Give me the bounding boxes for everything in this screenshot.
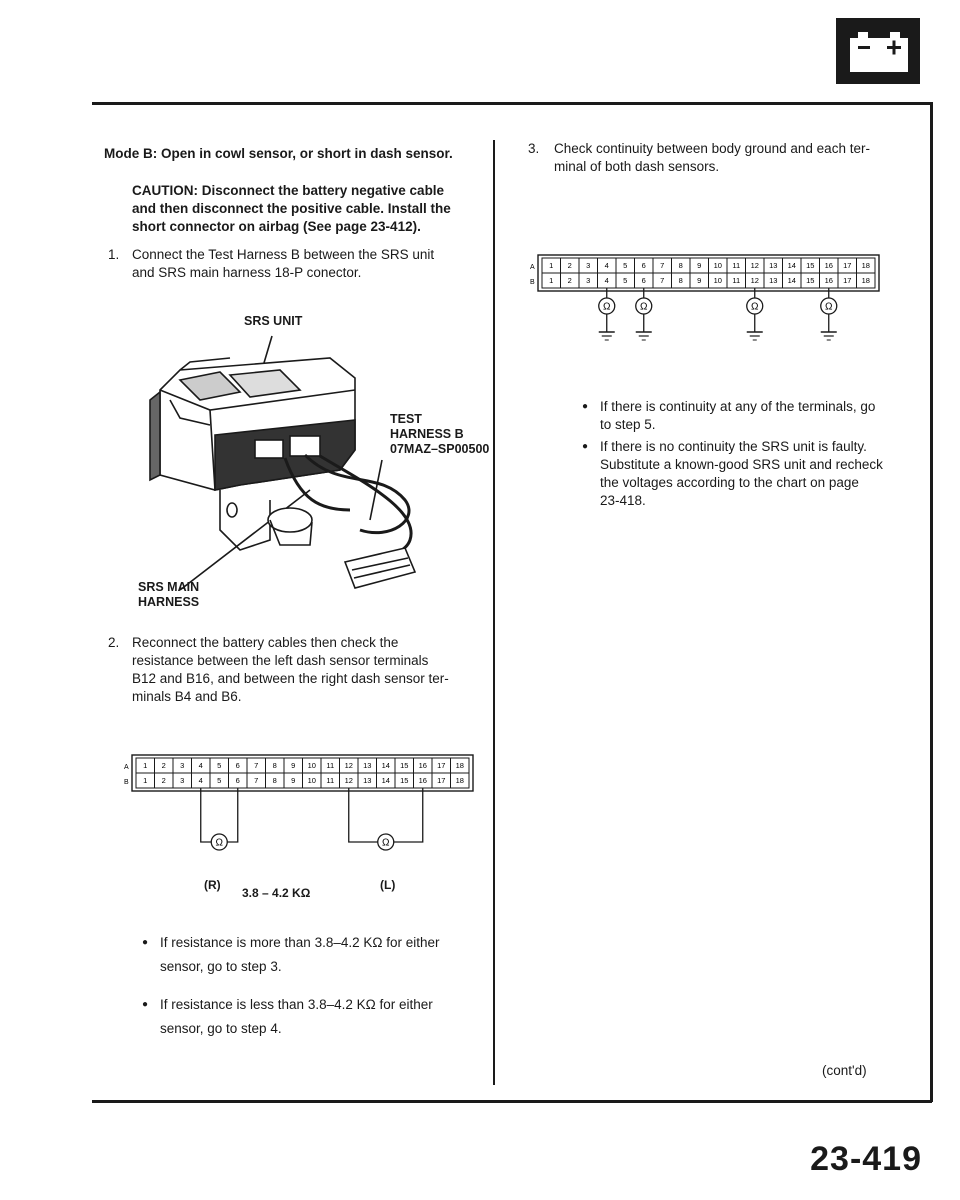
ohm-glyph: Ω <box>640 301 648 313</box>
pin-number: 10 <box>713 261 722 270</box>
pin-number: 3 <box>586 261 591 270</box>
step2-line: Reconnect the battery cables then check the <box>132 635 399 650</box>
step3-text <box>554 140 914 176</box>
caution-line: CAUTION: Disconnect the battery negative cable <box>132 183 445 198</box>
ohm-glyph: Ω <box>751 301 759 313</box>
bullet-line: ● If resistance is more than 3.8–4.2 KΩ for either <box>160 935 440 950</box>
column-divider <box>493 140 495 1085</box>
step2-number: 2. <box>108 635 120 650</box>
pin-number: 1 <box>143 761 148 770</box>
pin-number: 18 <box>455 761 464 770</box>
pin-number: 7 <box>254 776 259 785</box>
pin-number: 7 <box>660 276 665 285</box>
pin-number: 10 <box>307 761 316 770</box>
caution-line: and then disconnect the positive cable. Install the <box>132 201 451 216</box>
pin-number: 5 <box>217 776 222 785</box>
pin-number: 2 <box>161 776 166 785</box>
pin-number: 5 <box>623 276 628 285</box>
pin-number: 13 <box>769 276 778 285</box>
bullet-item <box>160 996 433 1038</box>
pin-number: 17 <box>843 276 852 285</box>
bullet-item <box>600 438 883 510</box>
label-left-sensor: (L) <box>380 878 396 892</box>
caution-line: short connector on airbag (See page 23-412). <box>132 219 421 234</box>
step3-line: minal of both dash sensors. <box>554 159 720 174</box>
pin-number: 9 <box>697 276 702 285</box>
pin-number: 11 <box>732 276 741 285</box>
pin-number: 2 <box>161 761 166 770</box>
pin-number: 17 <box>437 776 446 785</box>
step2-line: resistance between the left dash sensor terminals <box>132 653 429 668</box>
pin-number: 6 <box>641 276 646 285</box>
pin-number: 12 <box>344 776 353 785</box>
ohm-glyph: Ω <box>382 837 390 849</box>
bullet-line: Substitute a known-good SRS unit and recheck <box>600 457 883 472</box>
label-srs-main-harness <box>138 580 199 610</box>
pin-number: 3 <box>180 776 185 785</box>
pin-number: 1 <box>549 261 554 270</box>
pin-number: 13 <box>363 776 372 785</box>
pin-number: 11 <box>326 776 335 785</box>
step1-text <box>132 246 492 282</box>
pin-number: 15 <box>400 776 409 785</box>
pin-number: 16 <box>418 761 427 770</box>
pin-number: 6 <box>235 761 240 770</box>
pin-number: 13 <box>363 761 372 770</box>
pin-number: 8 <box>272 776 277 785</box>
pin-number: 15 <box>806 276 815 285</box>
pin-number: 14 <box>787 276 796 285</box>
label-line: 07MAZ–SP00500 <box>390 442 490 456</box>
right-rule <box>930 102 933 1102</box>
pin-number: 17 <box>843 261 852 270</box>
ohm-glyph: Ω <box>215 837 223 849</box>
pin-number: 14 <box>787 261 796 270</box>
pin-number: 8 <box>678 276 683 285</box>
pin-number: 16 <box>824 276 833 285</box>
pin-number: 4 <box>198 776 203 785</box>
page-number: 23-419 <box>810 1140 922 1178</box>
row-label-b: B <box>124 779 129 786</box>
pin-number: 1 <box>143 776 148 785</box>
continuity-connector-diagram <box>526 250 906 360</box>
pin-number: 8 <box>272 761 277 770</box>
pin-number: 14 <box>381 776 390 785</box>
label-line: HARNESS B <box>390 427 464 441</box>
pin-number: 4 <box>604 261 609 270</box>
step3-line: Check continuity between body ground and each ter- <box>554 141 870 156</box>
row-label-b: B <box>530 279 535 286</box>
top-rule <box>92 102 932 105</box>
label-line: TEST <box>390 412 422 426</box>
bullet-line: sensor, go to step 4. <box>160 1021 282 1036</box>
caution-block <box>132 182 482 236</box>
pin-number: 9 <box>291 761 296 770</box>
battery-icon <box>836 18 920 84</box>
step1-line: Connect the Test Harness B between the SRS unit <box>132 247 435 262</box>
mode-heading: Mode B: Open in cowl sensor, or short in dash sensor. <box>104 146 453 161</box>
pin-number: 4 <box>604 276 609 285</box>
label-line: SRS MAIN <box>138 580 200 594</box>
pin-number: 12 <box>344 761 353 770</box>
bullet-line: ● If there is no continuity the SRS unit is faulty. <box>600 439 867 454</box>
pin-number: 15 <box>400 761 409 770</box>
pin-number: 11 <box>732 261 741 270</box>
ohm-glyph: Ω <box>825 301 833 313</box>
pin-number: 15 <box>806 261 815 270</box>
pin-number: 18 <box>861 261 870 270</box>
pin-number: 14 <box>381 761 390 770</box>
bullet-item <box>600 398 875 434</box>
step2-text <box>132 634 492 706</box>
label-srs-unit: SRS UNIT <box>244 314 303 328</box>
pin-number: 12 <box>750 276 759 285</box>
pin-number: 18 <box>455 776 464 785</box>
bottom-rule <box>92 1100 932 1103</box>
label-test-harness <box>390 412 489 457</box>
pin-number: 9 <box>291 776 296 785</box>
step2-line: B12 and B16, and between the right dash sensor ter- <box>132 671 449 686</box>
pin-number: 3 <box>586 276 591 285</box>
step1-line: and SRS main harness 18-P conector. <box>132 265 362 280</box>
pin-number: 17 <box>437 761 446 770</box>
pin-number: 6 <box>641 261 646 270</box>
pin-number: 6 <box>235 776 240 785</box>
pin-number: 13 <box>769 261 778 270</box>
probe-lead <box>394 788 423 842</box>
bullet-line: ● If resistance is less than 3.8–4.2 KΩ for either <box>160 997 433 1012</box>
pin-number: 1 <box>549 276 554 285</box>
bullet-line: ● If there is continuity at any of the terminals, go <box>600 399 876 414</box>
bullet-item <box>160 934 439 976</box>
probe-lead <box>201 788 212 842</box>
label-line: HARNESS <box>138 595 200 609</box>
pin-number: 7 <box>254 761 259 770</box>
pin-number: 12 <box>750 261 759 270</box>
ohm-glyph: Ω <box>603 301 611 313</box>
row-label-a: A <box>530 264 535 271</box>
pin-number: 3 <box>180 761 185 770</box>
step1-number: 1. <box>108 247 120 262</box>
continued-label: (cont'd) <box>822 1063 867 1078</box>
pin-number: 9 <box>697 261 702 270</box>
pin-number: 5 <box>623 261 628 270</box>
pin-number: 2 <box>567 276 572 285</box>
pin-number: 11 <box>326 761 335 770</box>
probe-lead <box>349 788 378 842</box>
pin-number: 18 <box>861 276 870 285</box>
bullet-line: sensor, go to step 3. <box>160 959 282 974</box>
label-right-sensor: (R) <box>204 878 221 892</box>
step3-number: 3. <box>528 141 540 156</box>
row-label-a: A <box>124 764 129 771</box>
pin-number: 16 <box>418 776 427 785</box>
probe-lead <box>227 788 238 842</box>
pin-number: 10 <box>307 776 316 785</box>
bullet-line: 23-418. <box>600 493 646 508</box>
pin-number: 8 <box>678 261 683 270</box>
label-resistance-range: 3.8 – 4.2 KΩ <box>242 886 311 900</box>
pin-number: 10 <box>713 276 722 285</box>
pin-number: 2 <box>567 261 572 270</box>
pin-number: 4 <box>198 761 203 770</box>
bullet-line: to step 5. <box>600 417 656 432</box>
bullet-line: the voltages according to the chart on page <box>600 475 859 490</box>
resistance-connector-diagram <box>110 750 490 900</box>
pin-number: 16 <box>824 261 833 270</box>
pin-number: 7 <box>660 261 665 270</box>
pin-number: 5 <box>217 761 222 770</box>
step2-line: minals B4 and B6. <box>132 689 242 704</box>
